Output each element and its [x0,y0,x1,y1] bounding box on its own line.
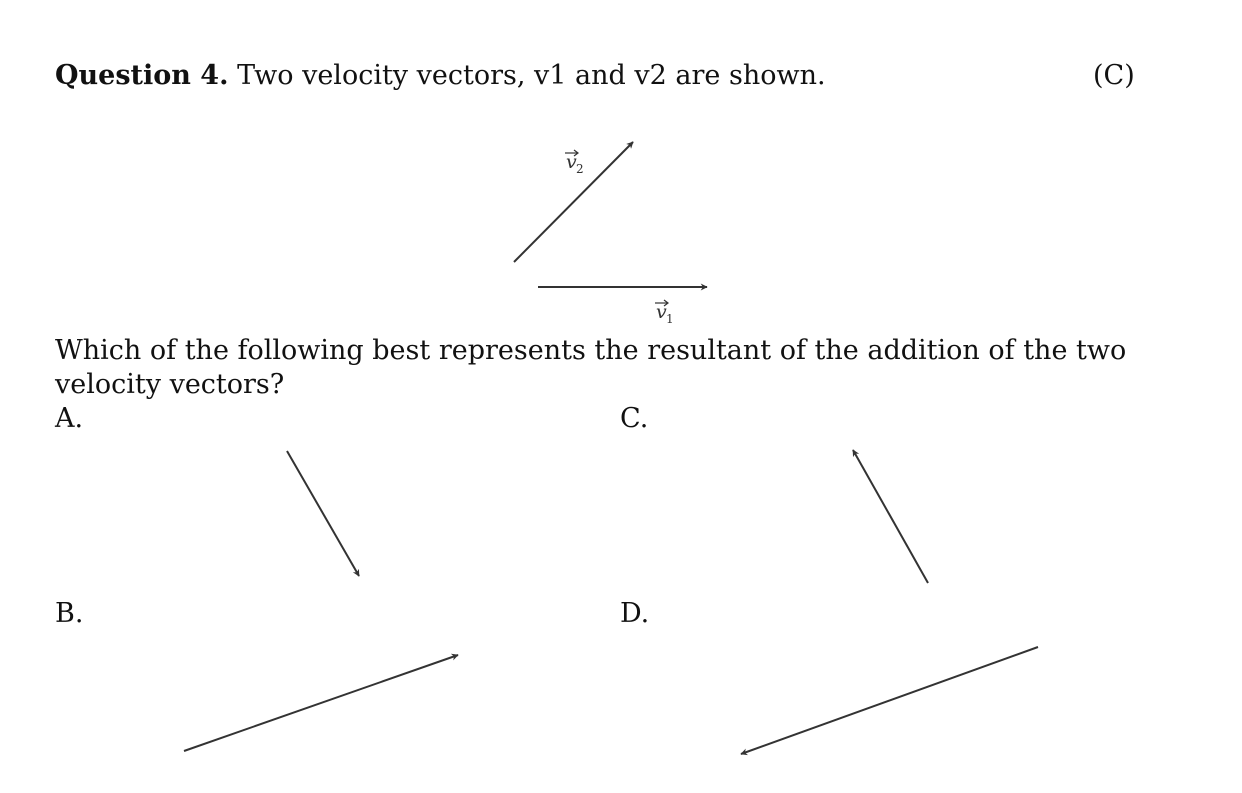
v1-letter: v [656,301,667,323]
option-c-label[interactable]: C. [620,403,649,434]
option-d-label[interactable]: D. [620,598,650,629]
vector-v1-label [655,300,674,326]
question-stem: Two velocity vectors, v1 and v2 are shown. [237,60,826,91]
vector-v2-label [565,150,584,176]
question-prompt: Which of the following best represents the resultant of the addition of the two velocity vectors? [55,335,1127,400]
v1-subscript: 1 [666,312,674,326]
answer-key: (C) [1093,60,1135,91]
option-d-arrow [741,647,1038,754]
v2-subscript: 2 [576,162,584,176]
option-b-label[interactable]: B. [55,598,84,629]
option-a-arrow [287,451,359,576]
v2-letter: v [566,151,577,173]
option-c-arrow [853,450,928,583]
question-number: Question 4. [55,60,229,91]
option-b-arrow [184,655,458,751]
option-a-label[interactable]: A. [55,403,84,434]
